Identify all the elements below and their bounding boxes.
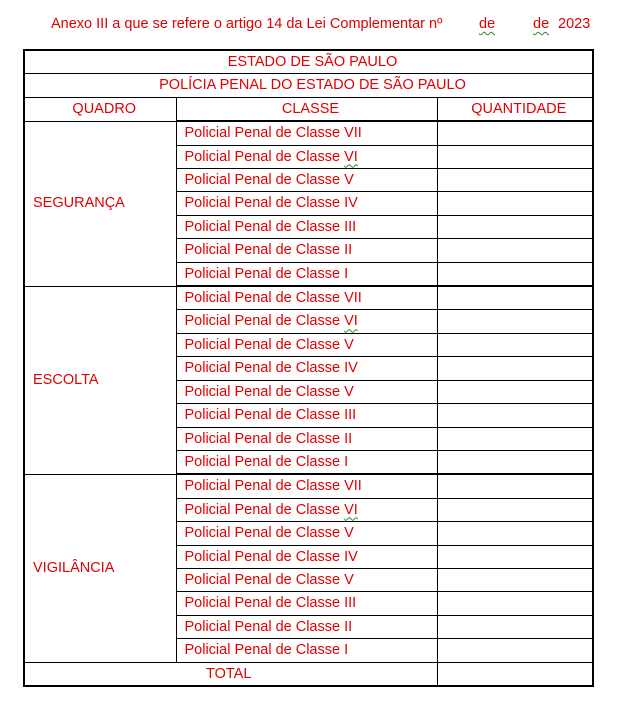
quantidade-cell[interactable] (437, 404, 593, 427)
column-header-row (24, 97, 593, 121)
document-caption (0, 13, 629, 35)
classe-label: Policial Penal de Classe (184, 313, 345, 330)
classe-cell: Policial Penal de Classe I (176, 639, 437, 662)
header-agency: POLÍCIA PENAL DO ESTADO DE SÃO PAULO (24, 74, 593, 97)
quantidade-cell[interactable] (437, 498, 593, 521)
header-row-2 (24, 74, 593, 97)
classe-cell: Policial Penal de Classe VII (176, 474, 437, 498)
quadro-cell: ESCOLTA (24, 286, 176, 474)
header-row-1 (24, 50, 593, 74)
quantidade-cell[interactable] (437, 310, 593, 333)
classe-label: Policial Penal de Classe (184, 148, 345, 165)
quantidade-cell[interactable] (437, 427, 593, 450)
caption-text: Anexo III a que se refere o artigo 14 da Lei Complementar nº (51, 16, 443, 32)
quantidade-cell[interactable] (437, 333, 593, 356)
column-header-quadro: QUADRO (24, 97, 176, 121)
caption-de-2: de (533, 16, 550, 32)
total-label: TOTAL (24, 662, 437, 686)
classe-numeral: VI (344, 313, 358, 330)
classe-cell (176, 145, 437, 168)
classe-cell: Policial Penal de Classe IV (176, 545, 437, 568)
classe-cell: Policial Penal de Classe II (176, 239, 437, 262)
caption-year: 2023 (558, 16, 591, 32)
table-row (24, 474, 593, 498)
quadro-cell: VIGILÂNCIA (24, 474, 176, 662)
classe-cell: Policial Penal de Classe II (176, 615, 437, 638)
quantidade-cell[interactable] (437, 522, 593, 545)
quantidade-cell[interactable] (437, 239, 593, 262)
quantidade-cell[interactable] (437, 380, 593, 403)
classe-cell: Policial Penal de Classe V (176, 169, 437, 192)
classe-cell (176, 310, 437, 333)
quantidade-cell[interactable] (437, 474, 593, 498)
header-state: ESTADO DE SÃO PAULO (24, 50, 593, 74)
classe-cell: Policial Penal de Classe V (176, 568, 437, 591)
total-value[interactable] (437, 662, 593, 686)
quantidade-cell[interactable] (437, 169, 593, 192)
classe-cell: Policial Penal de Classe V (176, 522, 437, 545)
classe-numeral: VI (344, 148, 358, 165)
quantidade-cell[interactable] (437, 568, 593, 591)
classe-cell: Policial Penal de Classe IV (176, 192, 437, 215)
column-header-quantidade: QUANTIDADE (437, 97, 593, 121)
quantidade-cell[interactable] (437, 545, 593, 568)
quadro-cell: SEGURANÇA (24, 121, 176, 286)
classe-numeral: VI (344, 501, 358, 518)
classe-cell: Policial Penal de Classe II (176, 427, 437, 450)
quantidade-cell[interactable] (437, 121, 593, 145)
classe-cell: Policial Penal de Classe V (176, 333, 437, 356)
table-row (24, 121, 593, 145)
quantidade-cell[interactable] (437, 615, 593, 638)
quantidade-cell[interactable] (437, 286, 593, 310)
quantidade-cell[interactable] (437, 639, 593, 662)
classe-cell: Policial Penal de Classe III (176, 215, 437, 238)
quantidade-cell[interactable] (437, 192, 593, 215)
quantidade-cell[interactable] (437, 262, 593, 286)
classe-cell: Policial Penal de Classe III (176, 592, 437, 615)
quantidade-cell[interactable] (437, 145, 593, 168)
classe-cell: Policial Penal de Classe I (176, 450, 437, 474)
quantidade-cell[interactable] (437, 357, 593, 380)
total-row (24, 662, 593, 686)
classe-cell: Policial Penal de Classe I (176, 262, 437, 286)
quantidade-cell[interactable] (437, 450, 593, 474)
column-header-classe: CLASSE (176, 97, 437, 121)
classe-cell: Policial Penal de Classe VII (176, 286, 437, 310)
classe-cell: Policial Penal de Classe V (176, 380, 437, 403)
classe-cell: Policial Penal de Classe IV (176, 357, 437, 380)
classe-cell: Policial Penal de Classe III (176, 404, 437, 427)
quantidade-cell[interactable] (437, 215, 593, 238)
caption-de-1: de (479, 16, 496, 32)
classe-cell: Policial Penal de Classe VII (176, 121, 437, 145)
annex-table (23, 49, 594, 687)
classe-cell (176, 498, 437, 521)
classe-label: Policial Penal de Classe (184, 501, 345, 518)
table-row (24, 286, 593, 310)
quantidade-cell[interactable] (437, 592, 593, 615)
